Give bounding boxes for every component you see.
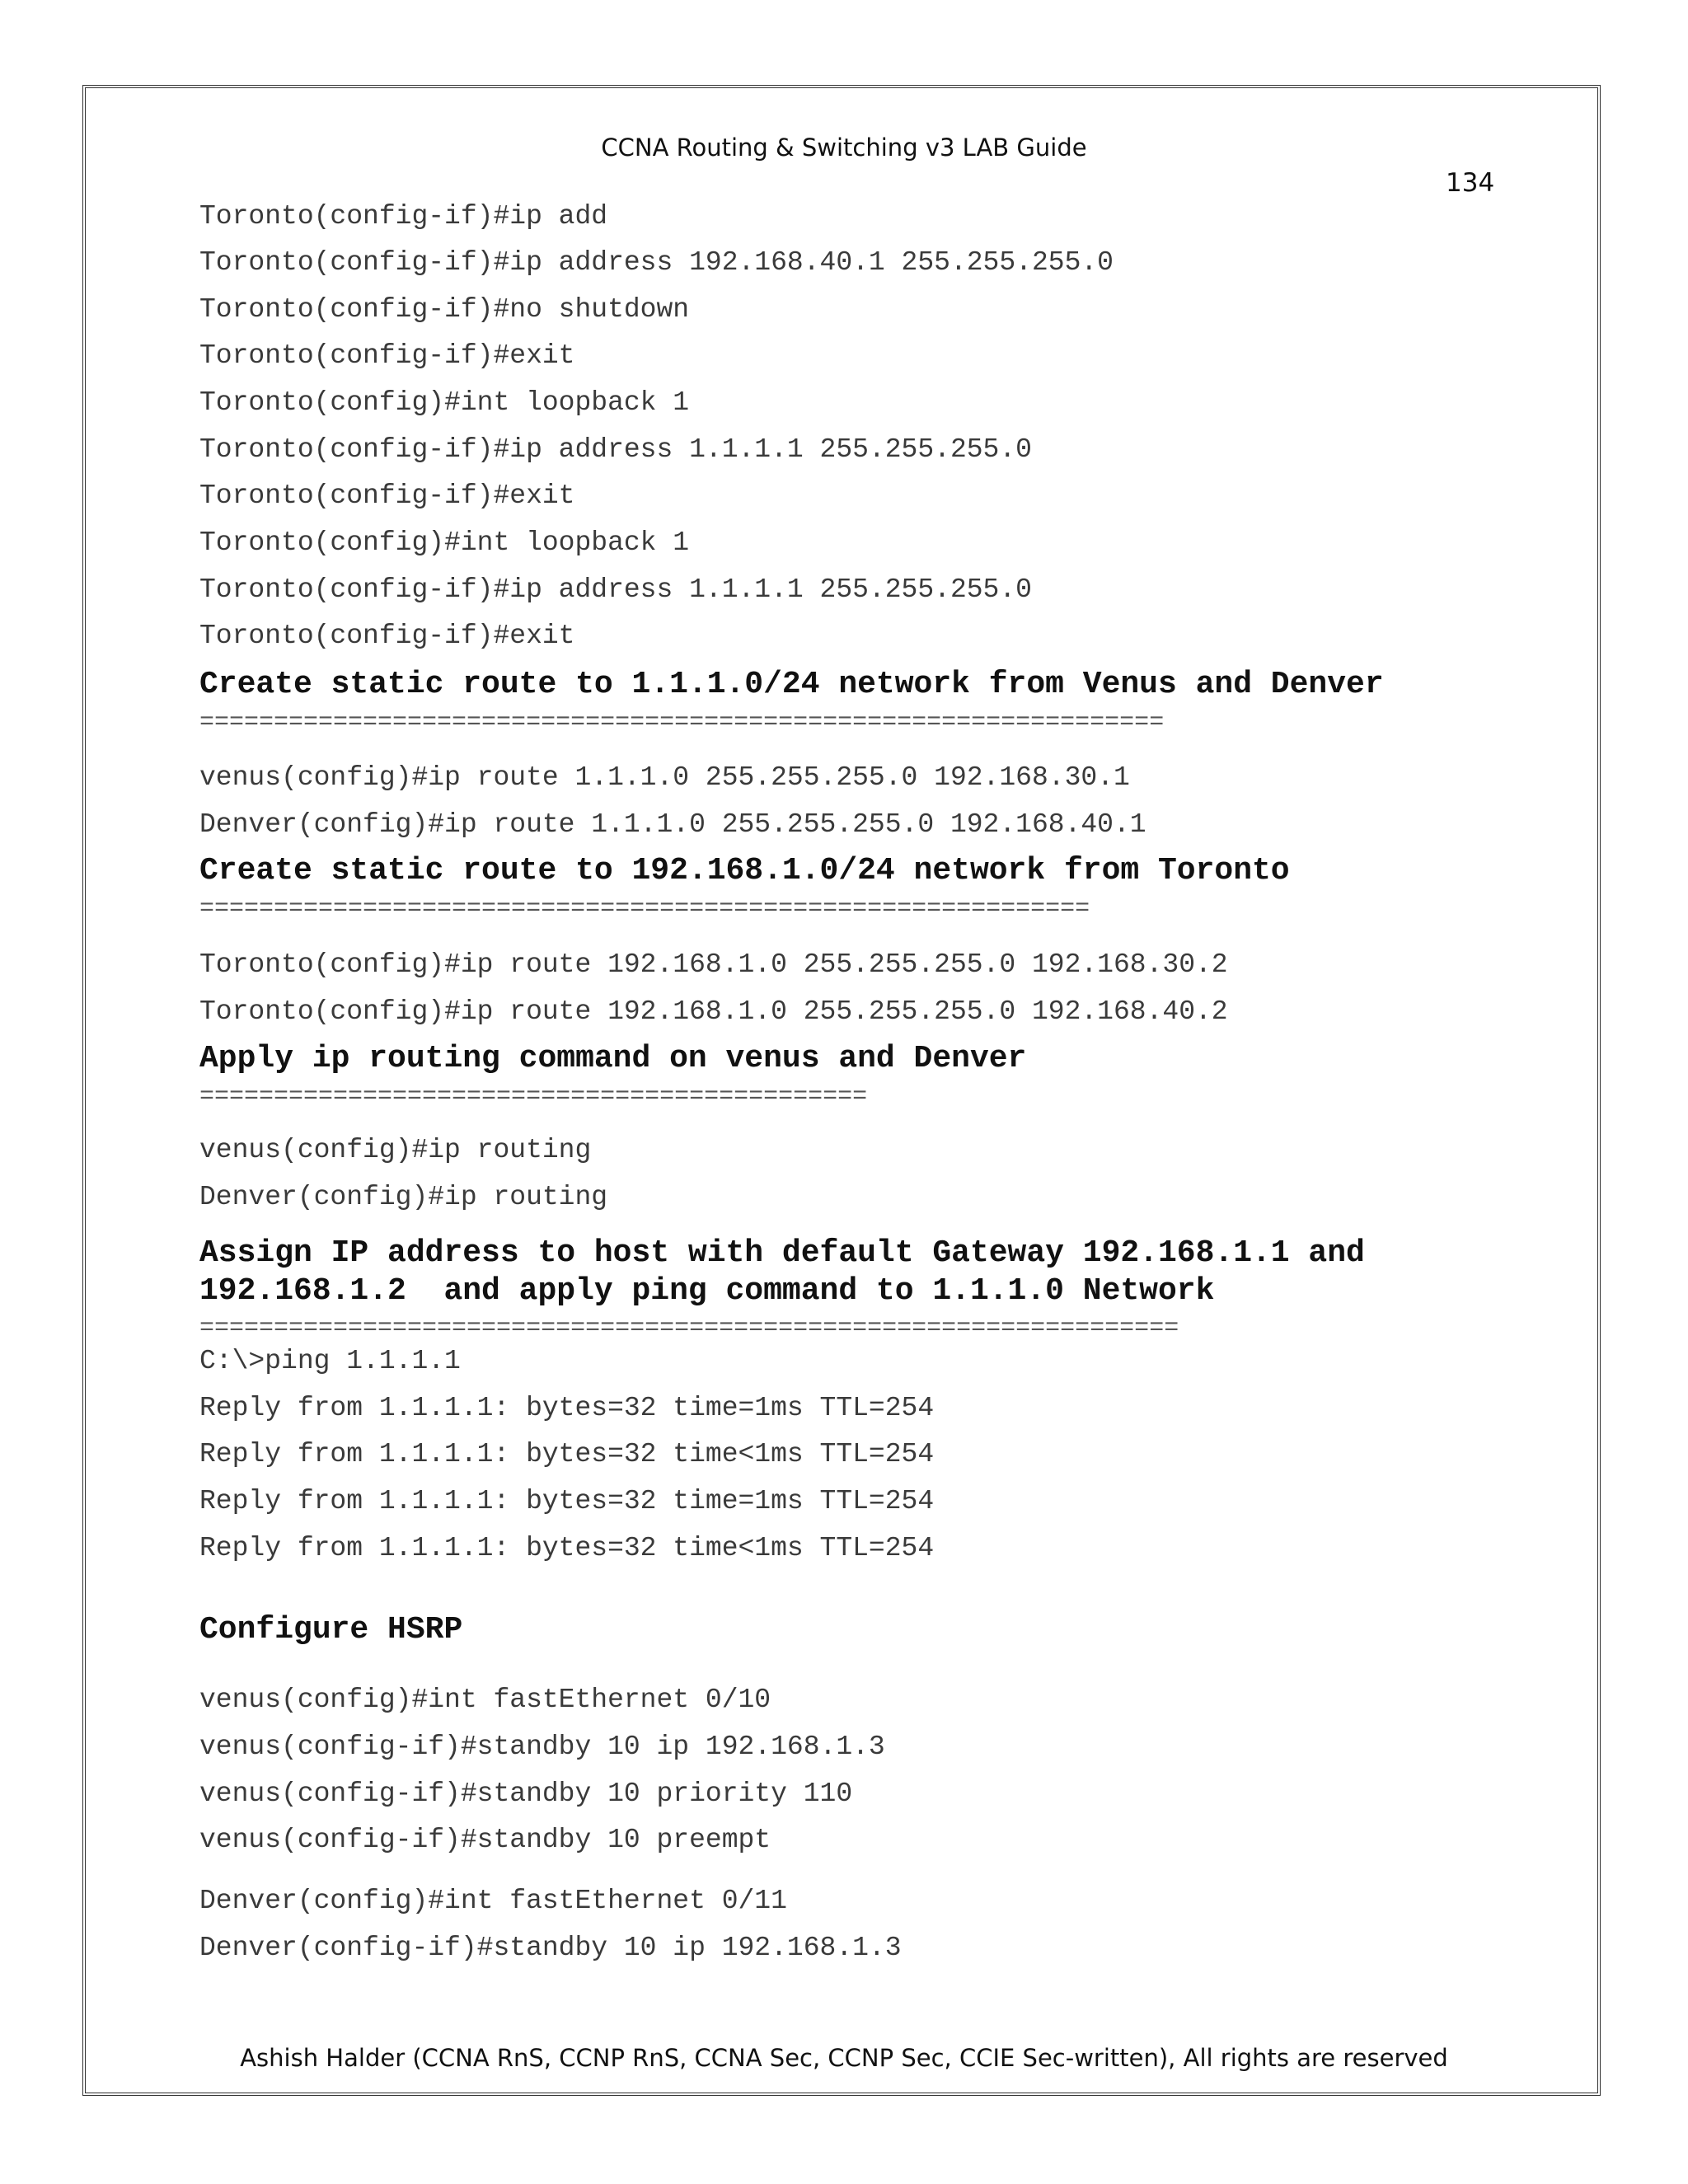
- command-line: C:\>ping 1.1.1.1: [199, 1346, 461, 1376]
- page-number: 134: [1446, 168, 1495, 198]
- command-line: Reply from 1.1.1.1: bytes=32 time=1ms TTL=254: [199, 1486, 935, 1516]
- command-line: Toronto(config-if)#exit: [199, 340, 575, 371]
- command-line: Toronto(config)#ip route 192.168.1.0 255.255.255.0 192.168.40.2: [199, 996, 1228, 1027]
- command-line: Toronto(config-if)#no shutdown: [199, 294, 690, 325]
- command-line: Toronto(config-if)#exit: [199, 621, 575, 651]
- command-line: Toronto(config)#ip route 192.168.1.0 255.255.255.0 192.168.30.2: [199, 949, 1228, 980]
- section-heading: Create static route to 192.168.1.0/24 network from Toronto: [199, 853, 1290, 888]
- command-line: venus(config)#ip route 1.1.1.0 255.255.255.0 192.168.30.1: [199, 762, 1130, 793]
- running-header: CCNA Routing & Switching v3 LAB Guide: [601, 134, 1087, 162]
- command-line: Denver(config-if)#standby 10 ip 192.168.1.3: [199, 1933, 902, 1963]
- command-line: Reply from 1.1.1.1: bytes=32 time<1ms TTL=254: [199, 1533, 935, 1563]
- command-line: Reply from 1.1.1.1: bytes=32 time=1ms TTL=254: [199, 1393, 935, 1423]
- command-line: Denver(config)#ip routing: [199, 1182, 608, 1212]
- command-line: Toronto(config-if)#exit: [199, 480, 575, 511]
- command-line: Toronto(config)#int loopback 1: [199, 527, 690, 558]
- command-line: venus(config)#ip routing: [199, 1135, 592, 1165]
- section-heading: Create static route to 1.1.1.0/24 network from Venus and Denver: [199, 667, 1384, 702]
- section-heading: 192.168.1.2 and apply ping command to 1.1.1.0 Network: [199, 1273, 1215, 1309]
- command-line: Toronto(config-if)#ip add: [199, 201, 608, 232]
- command-line: Denver(config)#int fastEthernet 0/11: [199, 1886, 787, 1916]
- page-footer: Ashish Halder (CCNA RnS, CCNP RnS, CCNA Sec, CCNP Sec, CCIE Sec-written), All rights are reserved: [240, 2044, 1448, 2072]
- command-line: Toronto(config-if)#ip address 1.1.1.1 255.255.255.0: [199, 434, 1032, 465]
- command-line: Toronto(config)#int loopback 1: [199, 387, 690, 418]
- separator-line: ============================================================: [199, 902, 1090, 916]
- command-line: venus(config)#int fastEthernet 0/10: [199, 1685, 771, 1715]
- separator-line: ==================================================================: [199, 1321, 1179, 1336]
- command-line: Denver(config)#ip route 1.1.1.0 255.255.255.0 192.168.40.1: [199, 809, 1146, 840]
- section-heading: Apply ip routing command on venus and Denver: [199, 1041, 1027, 1076]
- section-heading: Configure HSRP: [199, 1612, 463, 1647]
- command-line: venus(config-if)#standby 10 priority 110: [199, 1779, 853, 1809]
- command-line: Toronto(config-if)#ip address 1.1.1.1 255.255.255.0: [199, 574, 1032, 605]
- separator-line: =================================================================: [199, 715, 1165, 730]
- command-line: Toronto(config-if)#ip address 192.168.40.1 255.255.255.0: [199, 247, 1114, 278]
- section-heading: Assign IP address to host with default Gateway 192.168.1.1 and: [199, 1235, 1365, 1271]
- command-line: venus(config-if)#standby 10 preempt: [199, 1825, 771, 1855]
- command-line: Reply from 1.1.1.1: bytes=32 time<1ms TTL=254: [199, 1439, 935, 1469]
- separator-line: =============================================: [199, 1090, 868, 1104]
- command-line: venus(config-if)#standby 10 ip 192.168.1.3: [199, 1732, 885, 1762]
